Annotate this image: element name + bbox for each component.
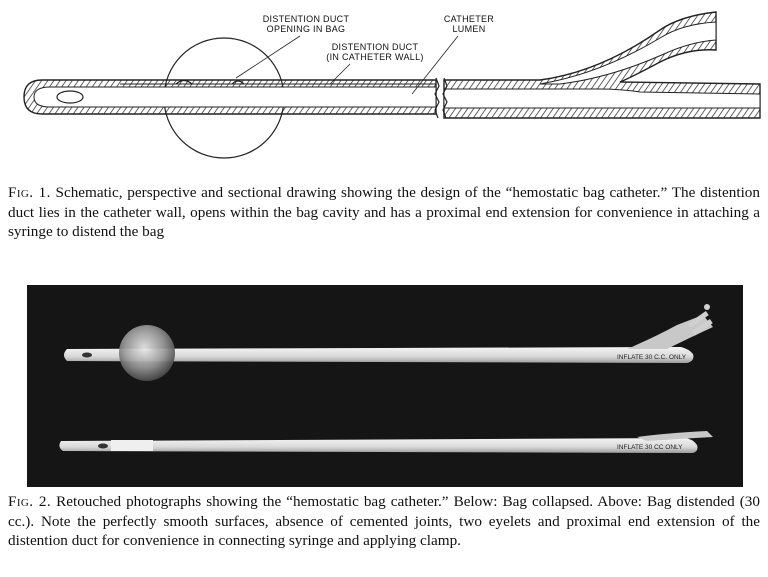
figure-2-photograph [27,285,743,487]
figure-1-label: Fig. 1. [8,184,51,201]
figure-1-drawing [0,0,768,180]
label-catheter-lumen-2: LUMEN [452,24,486,34]
figure-1-caption-text: Schematic, perspective and sectional drawing showing the design of the “hemostatic bag catheter.” The distention duct lies in the catheter wall, opens within the bag cavity and has a proximal end extension for convenience in attaching a syringe to distend the bag [8,184,760,240]
figure-2-label: Fig. 2. [8,493,52,510]
lower-print: INFLATE 30 CC ONLY [617,444,683,451]
distended-bag [119,325,175,381]
label-catheter-lumen-1: CATHETER [443,14,495,24]
label-duct-opening-2: OPENING IN BAG [266,24,346,34]
lower-eyelet [98,444,108,449]
upper-print: INFLATE 30 C.C. ONLY [617,354,687,361]
collapsed-bag [111,440,153,451]
photo-background [27,285,743,487]
label-duct-wall-1: DISTENTION DUCT [331,42,419,52]
figure-2-caption-text: Retouched photographs showing the “hemostatic bag catheter.” Below: Bag collapsed. Above: Bag distended (30 cc.). Note the perfectly smooth surfaces, absence of cemented joints, two eyelets and proximal end extension of the distention duct for convenience in connecting syringe and applying clamp. [8,493,760,549]
catheter-inner-lumen-left [34,87,436,107]
label-duct-opening-1: DISTENTION DUCT [262,14,350,24]
upper-eyelet [82,353,92,358]
figure-2-caption [8,492,760,551]
label-duct-wall-2: (IN CATHETER WALL) [326,52,424,62]
eyelet [57,91,83,103]
figure-1-caption [8,183,760,242]
